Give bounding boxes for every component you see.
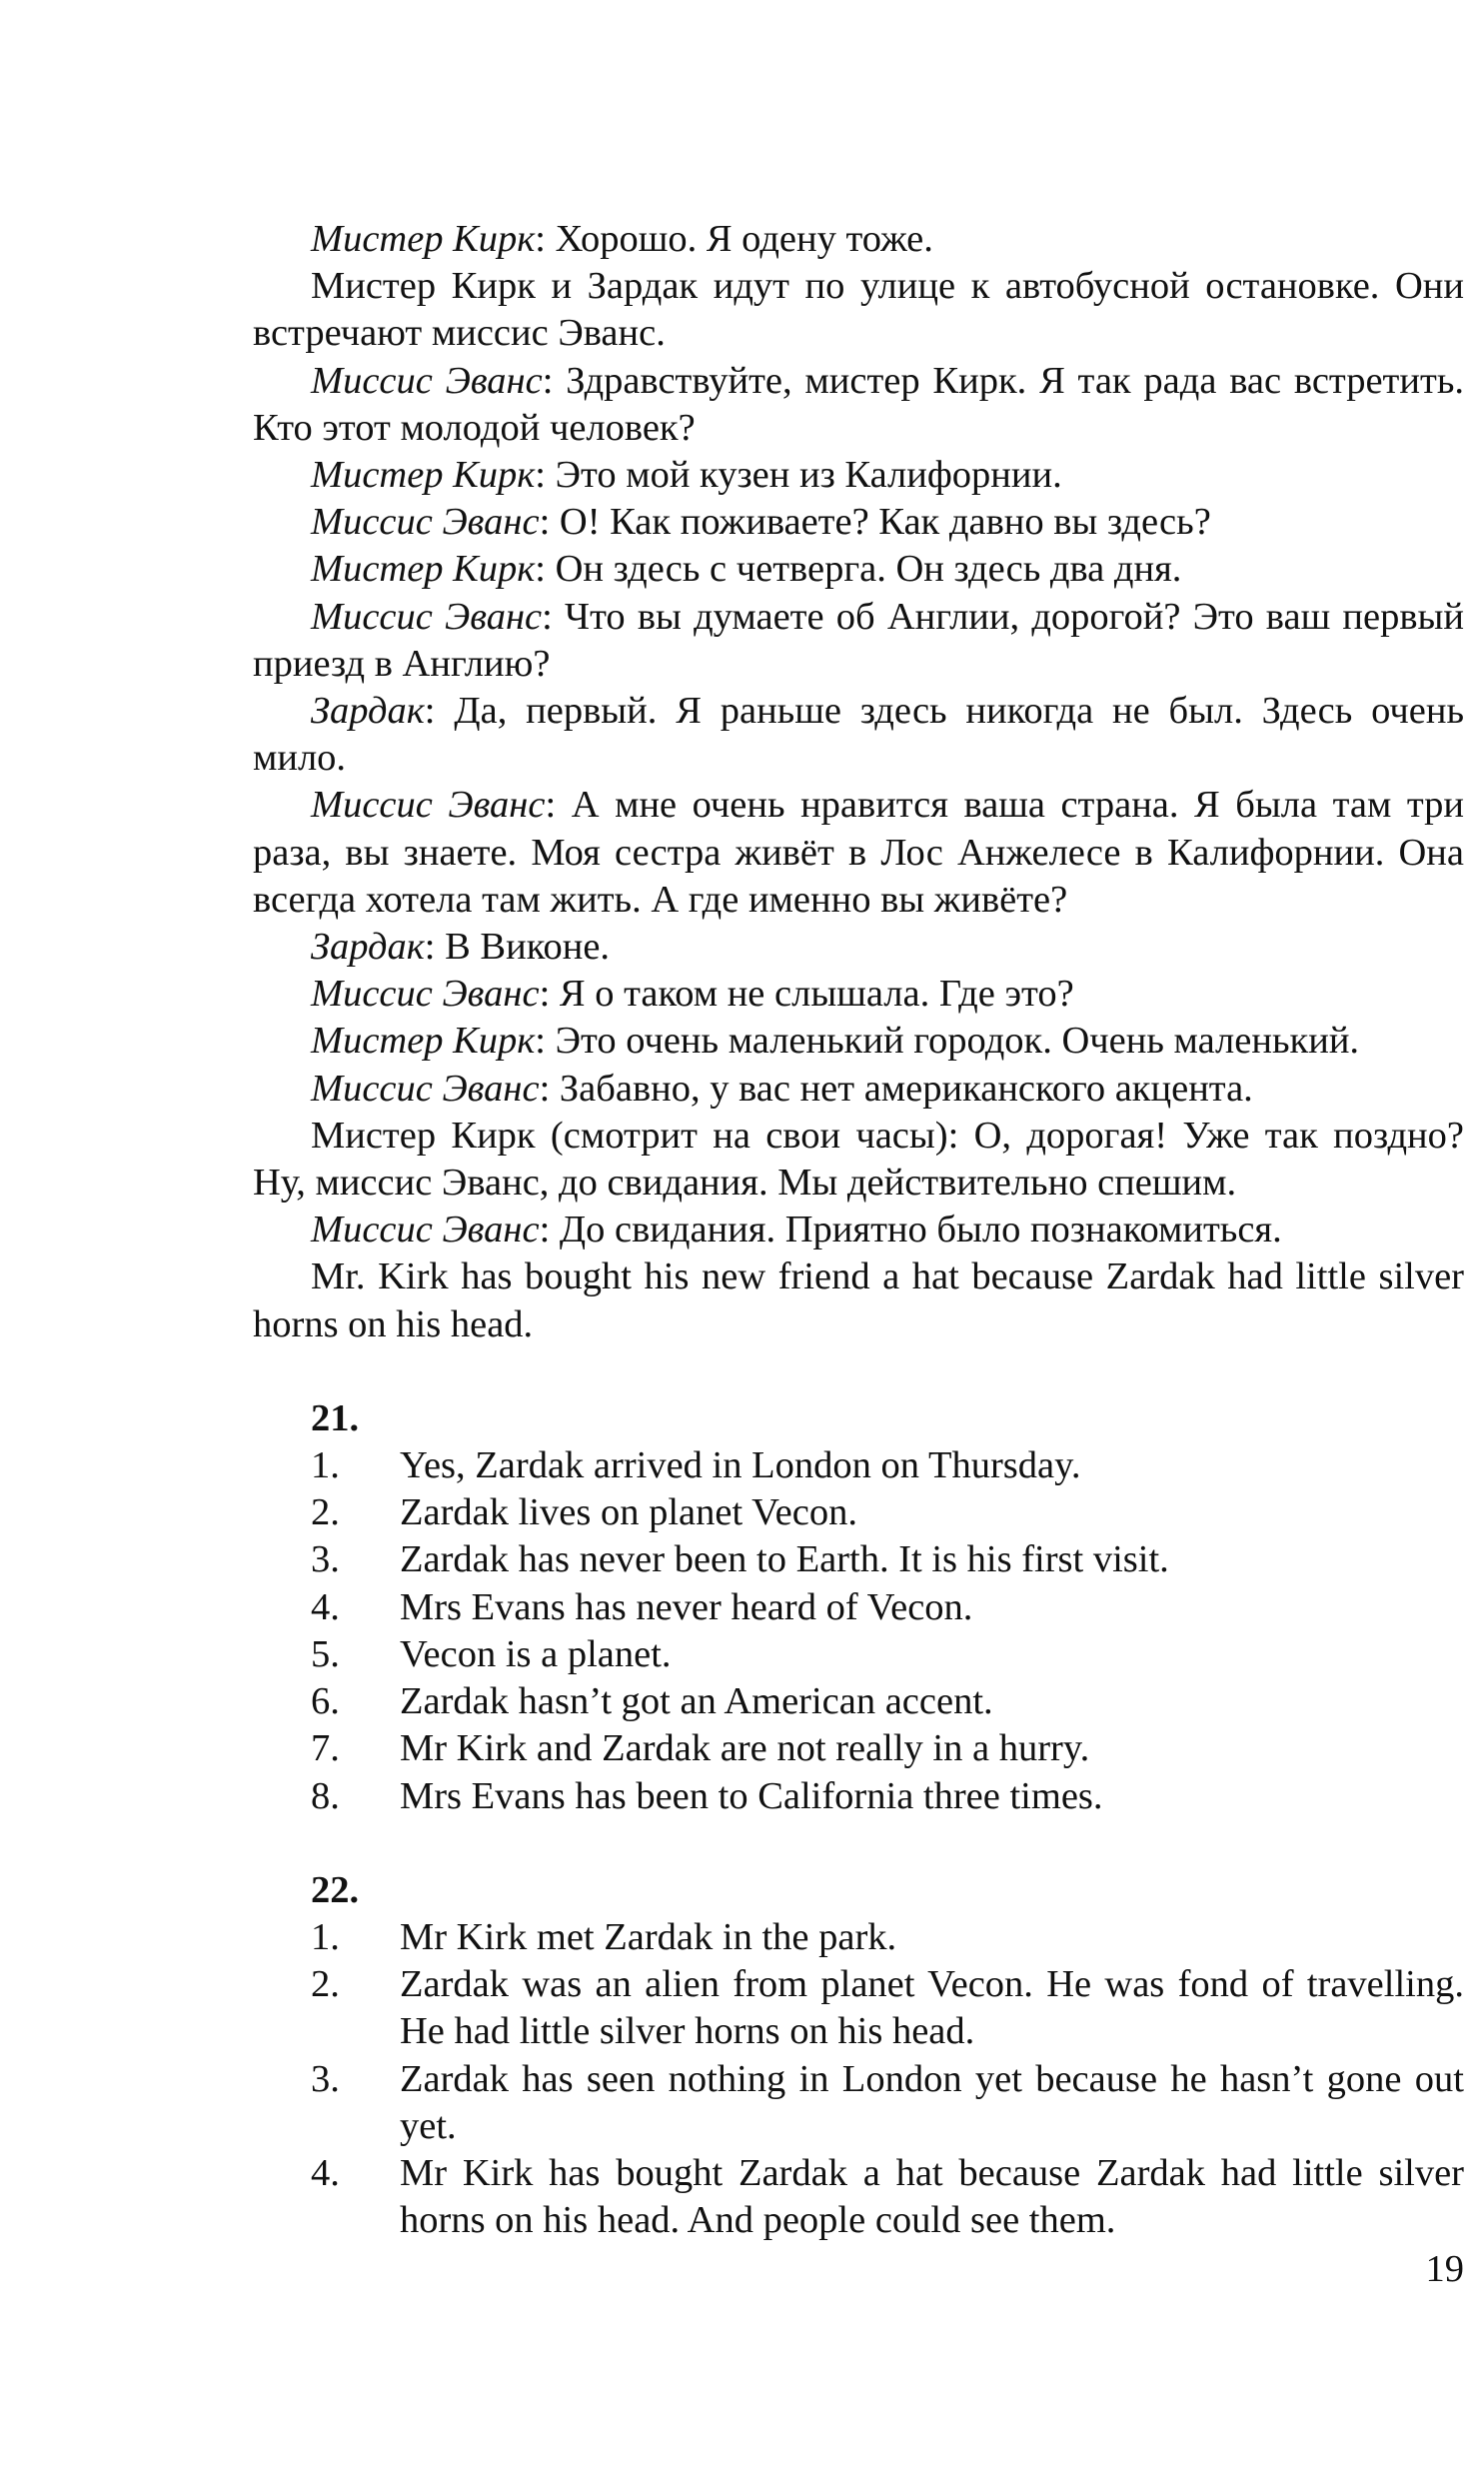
item-text: Zardak lives on planet Vecon. [400,1491,857,1534]
item-text: Zardak was an alien from planet Vecon. He was fond of travelling. He had little silver horns on his head. [400,1963,1464,2053]
speaker-name: Миссис Эванс [311,501,540,544]
line-text: А мне очень нравится ваша страна. Я была там три раза, вы знаете. Моя сестра живёт в Лос Анжелесе в Калифорнии. Она всегда хотела там жить. А где именно вы живёте? [253,784,1465,921]
answer-list [253,1914,1464,2244]
speaker-name: Миссис Эванс [311,1209,540,1251]
narration-line [253,263,1464,357]
page-content [253,216,1464,2244]
list-item [253,1442,1464,1489]
dialogue-line: Миссис Эванс: Забавно, у вас нет американского акцента. [311,1067,1253,1110]
section-heading: 21. [311,1396,360,1439]
item-number: 2. [311,1491,340,1534]
line-text: Mr. Kirk has bought his new friend a hat because Zardak had little silver horns on his head. [253,1255,1464,1345]
speaker-name: Миссис Эванс [311,1067,540,1110]
item-number: 3. [311,1538,340,1581]
speaker-name: Мистер Кирк [311,454,536,497]
page-number: 19 [1425,2248,1464,2290]
dialogue-line: Зардак: В Виконе. [311,926,611,969]
speaker-name: Мистер Кирк [311,1020,536,1063]
line-text: Я о таком не слышала. Где это? [559,973,1074,1016]
item-text: Mrs Evans has been to California three times. [400,1774,1103,1817]
line-text: В Виконе. [445,926,611,969]
list-item [253,2056,1464,2150]
dialogue-line: Миссис Эванс: Здравствуйте, мистер Кирк. Я так рада вас встретить. Кто этот молодой человек? [253,359,1464,449]
speaker-name: Зардак [311,926,425,969]
dialogue-line: Миссис Эванс: А мне очень нравится ваша страна. Я была там три раза, вы знаете. Моя сестра живёт в Лос Анжелесе в Калифорнии. Она всегда хотела там жить. А где именно вы живёте? [253,784,1465,921]
item-text: Mrs Evans has never heard of Vecon. [400,1585,973,1628]
list-item [253,1961,1464,2055]
line-text: Он здесь с четверга. Он здесь два дня. [555,548,1182,591]
list-item [253,1631,1464,1678]
dialogue-line: Зардак: Да, первый. Я раньше здесь никогда не был. Здесь очень мило. [253,690,1464,780]
section-heading: 22. [311,1868,360,1911]
line-text: Здравствуйте, мистер Кирк. Я так рада вас встретить. Кто этот молодой человек? [253,359,1464,449]
line-text: До свидания. Приятно было познакомиться. [559,1209,1282,1251]
exercise-section-21 [253,1395,1464,1820]
dialogue-block [253,216,1464,1348]
item-number: 4. [311,1585,340,1628]
dialogue-line: Мистер Кирк: Хорошо. Я одену тоже. [311,218,933,260]
dialogue-line: Миссис Эванс: О! Как поживаете? Как давно вы здесь? [311,501,1211,544]
item-number: 1. [311,1444,340,1487]
line-text: Что вы думаете об Англии, дорогой? Это ваш первый приезд в Англию? [253,595,1465,685]
line-text: Это очень маленький городок. Очень маленький. [555,1020,1360,1063]
exercise-section-22 [253,1867,1464,2245]
item-number: 4. [311,2151,340,2194]
speaker-name: Мистер Кирк [311,218,536,260]
list-item [253,1678,1464,1725]
line-text: Хорошо. Я одену тоже. [555,218,933,260]
line-text: Мистер Кирк (смотрит на свои часы): О, дорогая! Уже так поздно? Ну, миссис Эванс, до свидания. Мы действительно спешим. [253,1114,1464,1205]
line-text: О! Как поживаете? Как давно вы здесь? [559,501,1211,544]
list-item [253,1584,1464,1631]
item-text: Mr Kirk met Zardak in the park. [400,1915,897,1958]
line-text: Это мой кузен из Калифорнии. [555,454,1062,497]
speaker-name: Миссис Эванс [311,595,543,638]
item-text: Zardak hasn’t got an American accent. [400,1680,993,1723]
list-item [253,1914,1464,1961]
speaker-name: Мистер Кирк [311,548,536,591]
item-text: Zardak has seen nothing in London yet because he hasn’t gone out yet. [400,2057,1464,2147]
narration-line [253,1253,1464,1347]
list-item [253,1489,1464,1536]
speaker-name: Миссис Эванс [311,973,540,1016]
item-text: Mr Kirk and Zardak are not really in a hurry. [400,1727,1090,1770]
speaker-name: Миссис Эванс [311,359,543,402]
item-number: 2. [311,1963,340,2006]
dialogue-line: Миссис Эванс: До свидания. Приятно было познакомиться. [311,1209,1282,1251]
line-text: Мистер Кирк и Зардак идут по улице к автобусной остановке. Они встречают миссис Эванс. [253,265,1464,355]
dialogue-line: Мистер Кирк: Это мой кузен из Калифорнии. [311,454,1062,497]
item-number: 3. [311,2057,340,2100]
list-item [253,1773,1464,1820]
item-text: Mr Kirk has bought Zardak a hat because Zardak had little silver horns on his head. And people could see them. [400,2151,1464,2242]
item-number: 1. [311,1915,340,1958]
dialogue-line: Мистер Кирк: Это очень маленький городок. Очень маленький. [311,1020,1360,1063]
narration-line [253,1113,1464,1207]
answer-list [253,1442,1464,1820]
item-text: Zardak has never been to Earth. It is his first visit. [400,1538,1169,1581]
list-item [253,2150,1464,2244]
line-text: Да, первый. Я раньше здесь никогда не был. Здесь очень мило. [253,690,1464,780]
item-number: 7. [311,1727,340,1770]
dialogue-line: Мистер Кирк: Он здесь с четверга. Он здесь два дня. [311,548,1182,591]
item-number: 5. [311,1632,340,1675]
item-text: Yes, Zardak arrived in London on Thursday. [400,1444,1081,1487]
list-item [253,1725,1464,1772]
item-number: 8. [311,1774,340,1817]
dialogue-line: Миссис Эванс: Что вы думаете об Англии, дорогой? Это ваш первый приезд в Англию? [253,595,1465,685]
dialogue-line: Миссис Эванс: Я о таком не слышала. Где это? [311,973,1074,1016]
speaker-name: Зардак [311,690,425,733]
list-item [253,1536,1464,1583]
item-number: 6. [311,1680,340,1723]
item-text: Vecon is a planet. [400,1632,672,1675]
speaker-name: Миссис Эванс [311,784,546,827]
line-text: Забавно, у вас нет американского акцента. [559,1067,1253,1110]
